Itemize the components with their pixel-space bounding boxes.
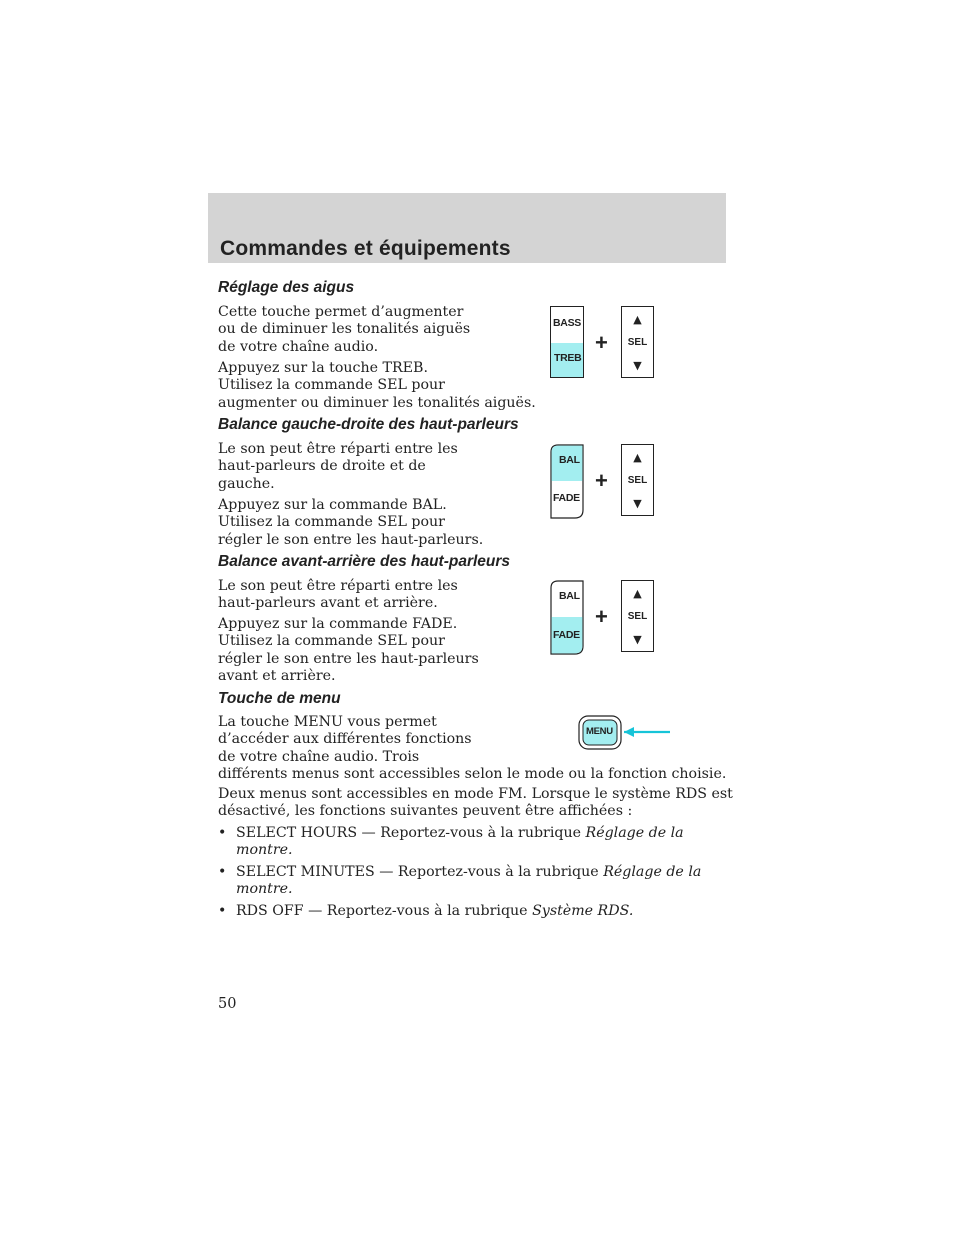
text-line: de votre chaîne audio. bbox=[218, 338, 379, 355]
list-item bbox=[218, 903, 738, 921]
text-line: Appuyez sur la commande BAL. bbox=[218, 497, 447, 513]
section-title: Commandes et équipements bbox=[220, 237, 511, 260]
fade-paragraph-2 bbox=[218, 616, 479, 685]
bullet-glyph: • bbox=[218, 864, 227, 880]
bal-fade-diagram-fade bbox=[550, 580, 660, 656]
text-line: Utilisez la commande SEL pour bbox=[218, 633, 445, 650]
sel-label: SEL bbox=[627, 337, 648, 348]
list-item-main-text: SELECT MINUTES — Reportez-vous à la rubrique bbox=[236, 864, 599, 880]
plus-sign: + bbox=[595, 604, 608, 629]
heading-menu: Touche de menu bbox=[218, 690, 341, 707]
balance-paragraph-1 bbox=[218, 441, 458, 493]
up-arrow-icon: ▲ bbox=[633, 451, 642, 464]
text-line: de votre chaîne audio. Trois bbox=[218, 748, 420, 765]
text-line: désactivé, les fonctions suivantes peuvent être affichées : bbox=[218, 803, 633, 820]
sel-label: SEL bbox=[627, 475, 648, 486]
bass-label: BASS bbox=[553, 317, 581, 329]
treble-paragraph-2 bbox=[218, 360, 536, 412]
text-line: ou de diminuer les tonalités aiguës bbox=[218, 321, 471, 338]
text-line: Utilisez la commande SEL pour bbox=[218, 377, 445, 394]
text-line: Utilisez la commande SEL pour bbox=[218, 514, 445, 531]
menu-label: MENU bbox=[586, 726, 613, 737]
text-line: régler le son entre les haut-parleurs. bbox=[218, 531, 484, 548]
list-item-reference: Réglage de la bbox=[603, 864, 702, 880]
list-item-main-text: RDS OFF — Reportez-vous à la rubrique bbox=[236, 903, 528, 919]
text-line: La touche MENU vous permet bbox=[218, 714, 437, 730]
text-line: Cette touche permet d’augmenter bbox=[218, 304, 464, 320]
text-line: Le son peut être réparti entre les bbox=[218, 578, 458, 594]
text-line: d’accéder aux différentes fonctions bbox=[218, 731, 472, 748]
sel-button bbox=[621, 580, 654, 652]
fade-label: FADE bbox=[553, 629, 580, 641]
up-arrow-icon: ▲ bbox=[633, 587, 642, 600]
heading-treble: Réglage des aigus bbox=[218, 279, 355, 296]
list-item-reference-continued: montre. bbox=[236, 842, 293, 859]
down-arrow-icon: ▼ bbox=[633, 359, 642, 372]
list-item bbox=[218, 864, 738, 900]
text-line: haut-parleurs de droite et de bbox=[218, 458, 426, 475]
list-item-text bbox=[236, 864, 701, 881]
section-header-band bbox=[208, 193, 726, 263]
sel-button bbox=[621, 306, 654, 378]
fade-label: FADE bbox=[553, 492, 580, 504]
bullet-glyph: • bbox=[218, 825, 227, 841]
treble-paragraph-1 bbox=[218, 304, 470, 356]
text-line: Appuyez sur la commande FADE. bbox=[218, 616, 458, 632]
balance-paragraph-2 bbox=[218, 497, 483, 549]
list-item-main-text: SELECT HOURS — Reportez-vous à la rubrique bbox=[236, 825, 581, 841]
list-item-text bbox=[236, 903, 633, 920]
text-line: Deux menus sont accessibles en mode FM. Lorsque le système RDS est bbox=[218, 786, 733, 802]
text-line: différents menus sont accessibles selon le mode ou la fonction choisie. bbox=[218, 765, 727, 782]
down-arrow-icon: ▼ bbox=[633, 633, 642, 646]
text-line: régler le son entre les haut-parleurs bbox=[218, 650, 479, 667]
list-item bbox=[218, 825, 738, 861]
menu-paragraph-2 bbox=[218, 786, 733, 821]
fade-paragraph-1 bbox=[218, 578, 458, 613]
text-line: Le son peut être réparti entre les bbox=[218, 441, 458, 457]
list-item-reference: Système RDS. bbox=[532, 903, 634, 919]
page-number: 50 bbox=[218, 996, 237, 1012]
text-line: avant et arrière. bbox=[218, 667, 336, 684]
up-arrow-icon: ▲ bbox=[633, 313, 642, 326]
treb-label: TREB bbox=[554, 352, 582, 364]
text-line: Appuyez sur la touche TREB. bbox=[218, 360, 428, 376]
list-item-text bbox=[236, 825, 684, 842]
sel-label: SEL bbox=[627, 611, 648, 622]
bass-treb-button bbox=[550, 306, 584, 378]
text-line: gauche. bbox=[218, 475, 275, 492]
plus-sign: + bbox=[595, 468, 608, 493]
heading-balance: Balance gauche-droite des haut-parleurs bbox=[218, 416, 519, 433]
menu-button-diagram bbox=[578, 715, 674, 751]
list-item-reference-continued: montre. bbox=[236, 881, 293, 898]
text-line: augmenter ou diminuer les tonalités aiguës. bbox=[218, 394, 536, 411]
bal-label: BAL bbox=[559, 590, 580, 602]
sel-button bbox=[621, 444, 654, 516]
bass-treb-diagram bbox=[550, 306, 660, 380]
bal-fade-diagram-bal bbox=[550, 444, 660, 520]
bal-label: BAL bbox=[559, 454, 580, 466]
down-arrow-icon: ▼ bbox=[633, 497, 642, 510]
plus-sign: + bbox=[595, 330, 608, 355]
list-item-reference: Réglage de la bbox=[585, 825, 684, 841]
text-line: haut-parleurs avant et arrière. bbox=[218, 595, 438, 612]
bullet-glyph: • bbox=[218, 903, 227, 919]
heading-fade: Balance avant-arrière des haut-parleurs bbox=[218, 553, 511, 570]
